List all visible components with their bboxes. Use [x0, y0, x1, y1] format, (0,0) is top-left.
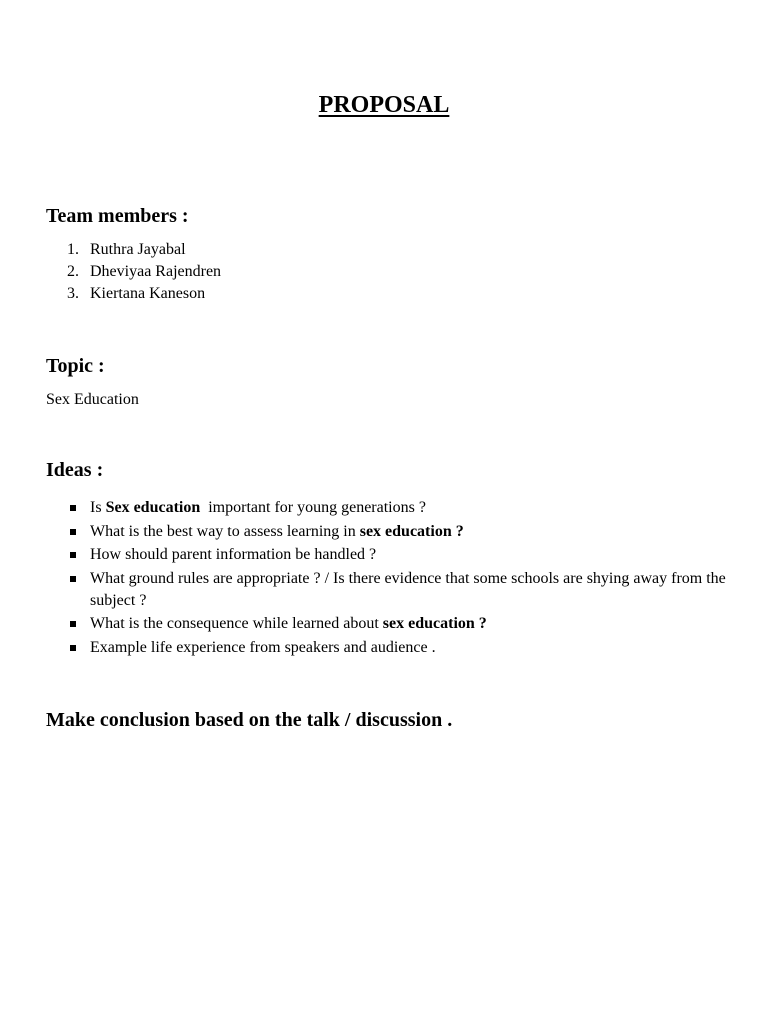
team-member-name: Ruthra Jayabal	[90, 241, 186, 258]
idea-text: What ground rules are appropriate ? / Is there evidence that some schools are shying away from the subject ?	[90, 569, 726, 609]
idea-emphasis: sex education ?	[359, 522, 464, 540]
idea-text-tail: important for young generations ?	[200, 499, 426, 516]
idea-item	[46, 568, 726, 612]
idea-item	[46, 497, 726, 519]
team-members-heading: Team members :	[46, 205, 189, 227]
square-bullet-icon	[70, 576, 76, 582]
square-bullet-icon	[70, 505, 76, 511]
idea-text: Example life experience from speakers and audience .	[90, 638, 436, 656]
team-member-number: 3.	[67, 285, 79, 302]
idea-text: What is the consequence while learned about	[90, 615, 383, 633]
square-bullet-icon	[70, 621, 76, 627]
square-bullet-icon	[70, 552, 76, 558]
team-member-name: Dheviyaa Rajendren	[90, 263, 222, 280]
idea-item	[46, 637, 726, 659]
square-bullet-icon	[70, 645, 76, 651]
idea-text: Is	[90, 499, 106, 516]
idea-item	[46, 544, 726, 566]
ideas-heading: Ideas :	[46, 459, 104, 481]
conclusion-text: Make conclusion based on the talk / discussion .	[46, 709, 453, 731]
topic-heading: Topic :	[46, 355, 105, 377]
idea-emphasis: Sex education	[105, 499, 201, 516]
idea-emphasis: sex education ?	[382, 615, 487, 633]
topic-text: Sex Education	[46, 391, 139, 408]
idea-text: How should parent information be handled ?	[90, 546, 377, 564]
square-bullet-icon	[70, 529, 76, 535]
ideas-list	[46, 497, 726, 661]
team-member-number: 2.	[67, 263, 79, 280]
idea-item	[46, 613, 726, 635]
team-member-number: 1.	[67, 241, 79, 258]
team-member-name: Kiertana Kaneson	[90, 285, 206, 302]
idea-text: What is the best way to assess learning in	[90, 522, 360, 540]
document-title: PROPOSAL	[318, 92, 450, 118]
idea-item	[46, 521, 726, 543]
